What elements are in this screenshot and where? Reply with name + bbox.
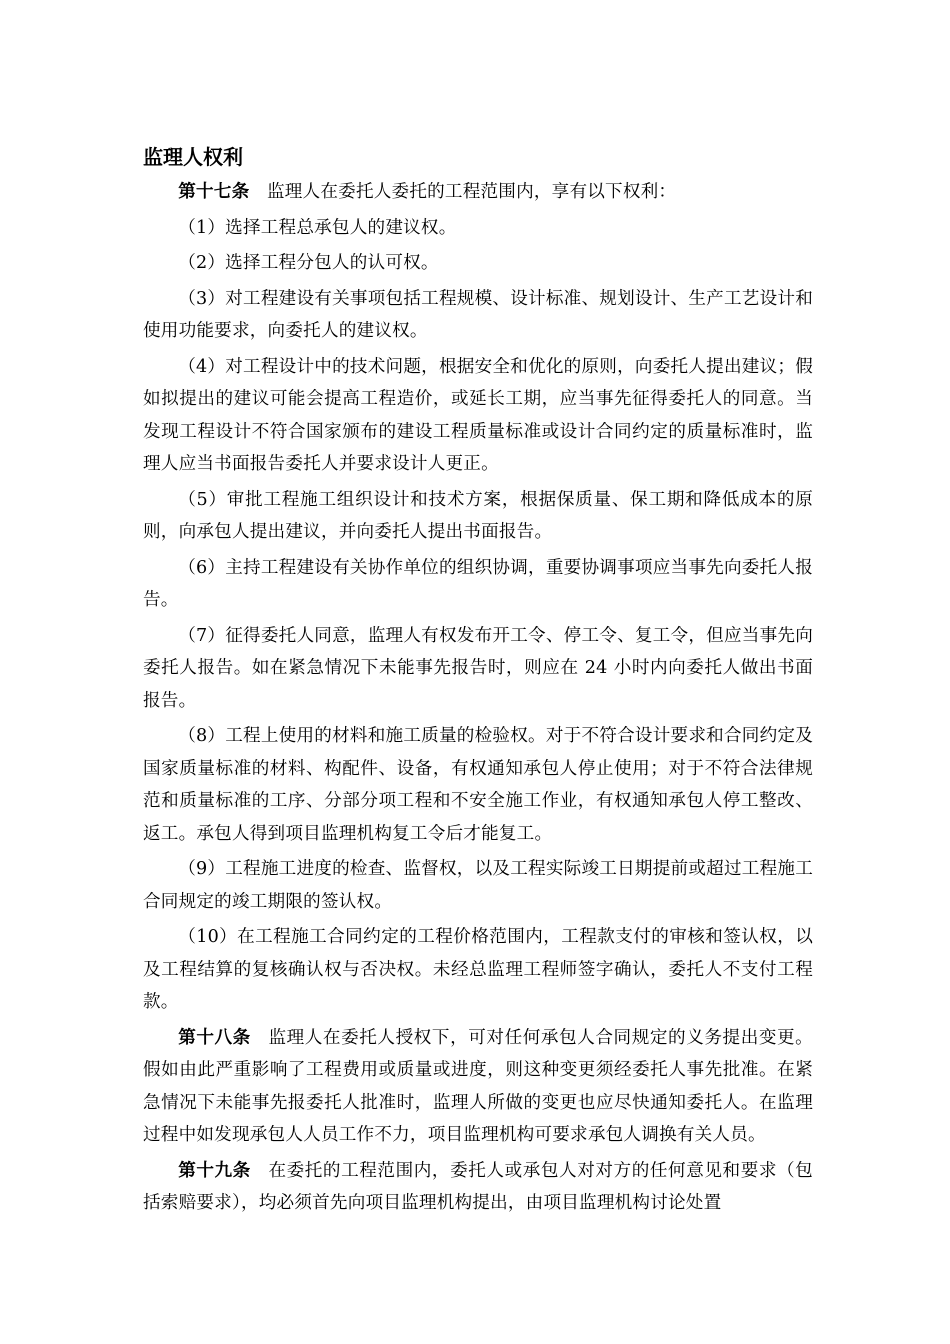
paragraph-text: （1）选择工程总承包人的建议权。 <box>178 217 457 238</box>
article-number: 第十九条 <box>178 1160 251 1181</box>
section-title: 监理人权利 <box>143 145 243 169</box>
paragraph <box>143 212 813 245</box>
paragraph <box>143 620 813 718</box>
paragraph <box>143 1022 813 1152</box>
paragraph-text: 监理人在委托人委托的工程范围内，享有以下权利： <box>266 182 677 202</box>
article-number: 第十八条 <box>178 1027 251 1048</box>
paragraph-text: （2）选择工程分包人的认可权。 <box>178 253 439 273</box>
paragraph <box>143 1155 813 1220</box>
paragraph-text: （10）在工程施工合同约定的工程价格范围内，工程款支付的审核和签认权，以及工程结算的复核确认权与否决权。未经总监理工程师签字确认，委托人不支付工程款。 <box>143 927 813 1012</box>
paragraph <box>143 176 813 209</box>
paragraph <box>143 720 813 850</box>
paragraph-text: （3）对工程建设有关事项包括工程规模、设计标准、规划设计、生产工艺设计和使用功能要求，向委托人的建议权。 <box>143 288 813 341</box>
paragraph-text: （9）工程施工进度的检查、监督权，以及工程实际竣工日期提前或超过工程施工合同规定的竣工期限的签认权。 <box>143 859 813 912</box>
paragraph-text: 监理人在委托人授权下，可对任何承包人合同规定的义务提出变更。假如由此严重影响了工程费用或质量或进度，则这种变更须经委托人事先批准。在紧急情况下未能事先报委托人批准时，监理人所做的变更也应尽快通知委托人。在监理过程中如发现承包人人员工作不力，项目监理机构可要求承包人调换有关人员。 <box>143 1027 813 1145</box>
paragraph <box>143 351 813 481</box>
paragraph-text: 在委托的工程范围内，委托人或承包人对对方的任何意见和要求（包括索赔要求），均必须首先向项目监理机构提出，由项目监理机构讨论处置 <box>143 1160 813 1213</box>
paragraph-list <box>143 176 813 1220</box>
paragraph-text: （6）主持工程建设有关协作单位的组织协调，重要协调事项应当事先向委托人报告。 <box>143 557 813 610</box>
paragraph <box>143 247 813 280</box>
paragraph <box>143 484 813 549</box>
document-page <box>143 140 813 1223</box>
paragraph <box>143 921 813 1019</box>
paragraph-text: （4）对工程设计中的技术问题，根据安全和优化的原则，向委托人提出建议；假如拟提出的建议可能会提高工程造价，或延长工期，应当事先征得委托人的同意。当发现工程设计不符合国家颁布的建设工程质量标准或设计合同约定的质量标准时，监理人应当书面报告委托人并要求设计人更正。 <box>143 356 813 474</box>
paragraph <box>143 552 813 617</box>
paragraph <box>143 853 813 918</box>
paragraph <box>143 283 813 348</box>
paragraph-text: （7）征得委托人同意，监理人有权发布开工令、停工令、复工令，但应当事先向委托人报告。如在紧急情况下未能事先报告时，则应在 24 小时内向委托人做出书面报告。 <box>143 625 813 711</box>
article-number: 第十七条 <box>178 182 250 202</box>
paragraph-text: （8）工程上使用的材料和施工质量的检验权。对于不符合设计要求和合同约定及国家质量标准的材料、构配件、设备，有权通知承包人停止使用；对于不符合法律规范和质量标准的工序、分部分项工程和不安全施工作业，有权通知承包人停工整改、返工。承包人得到项目监理机构复工令后才能复工。 <box>143 726 813 844</box>
paragraph-text: （5）审批工程施工组织设计和技术方案，根据保质量、保工期和降低成本的原则，向承包人提出建议，并向委托人提出书面报告。 <box>143 489 813 542</box>
